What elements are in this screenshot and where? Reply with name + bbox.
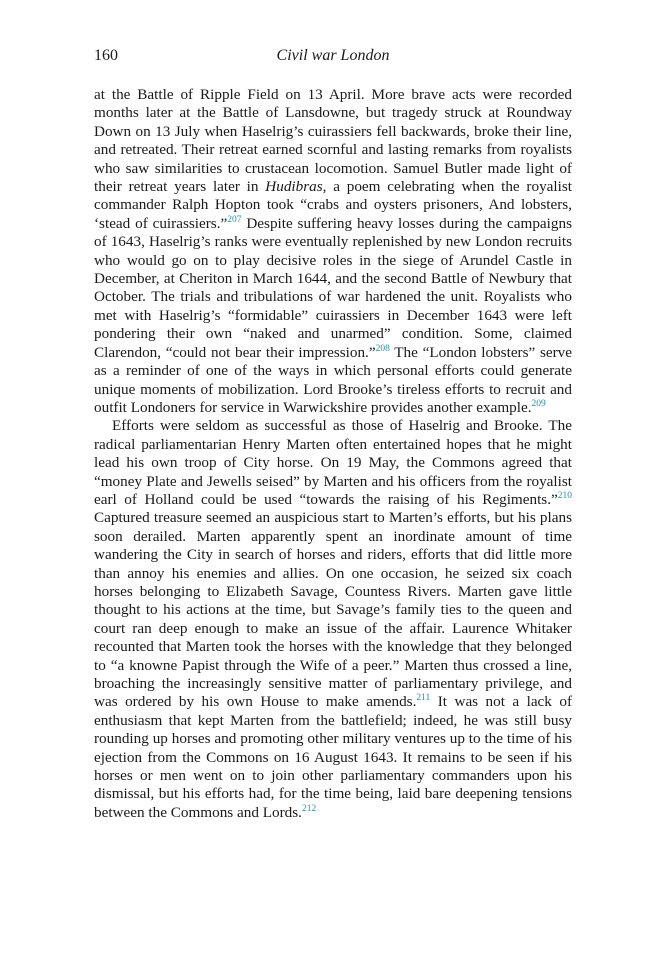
page-header	[94, 47, 572, 71]
paragraph-text: It was not a lack of enthusiasm that kept Marten from the battlefield; indeed, he was still busy rounding up horses and promoting other military ventures up to the time of his ejection from the Commons on 16 August 1643. It remains to be seen if his horses or men went on to join other parliamentary commanders upon his dismissal, but his efforts had, for the time being, laid bare deepening tensions between the Commons and Lords.	[94, 693, 572, 821]
paragraph-text: at the Battle of Ripple Field on 13 April. More brave acts were recorded months later at the Battle of Lansdowne, but tragedy struck at Roundway Down on 13 July when Haselrig’s cuirassiers fell backwards, broke their line, and retreated. Their retreat earned scornful and lasting remarks from royalists who saw similarities to crustacean locomotion. Samuel Butler made light of their retreat years later in	[94, 86, 572, 196]
body-text	[94, 86, 572, 822]
footnote-reference[interactable]: 207	[227, 214, 242, 225]
footnote-reference[interactable]: 211	[416, 693, 431, 704]
paragraph-text: Despite suffering heavy losses during the campaigns of 1643, Haselrig’s ranks were eventually replenished by new London recruits who would go on to play decisive roles in the siege of Arundel Castle in December, at Cheriton in March 1644, and the second Battle of Newbury that October. The trials and tribulations of war hardened the unit. Royalists who met with Haselrig’s “formidable” cuirassiers in December 1643 were left pondering their own “naked and unarmed” condition. Some, claimed Clarendon, “could not bear their impression.”	[94, 214, 572, 361]
paragraph-text: Captured treasure seemed an auspicious start to Marten’s efforts, but his plans soon derailed. Marten apparently spent an inordinate amount of time wandering the City in search of horses and riders, efforts that did little more than annoy his enemies and allies. On one occasion, he seized six coach horses belonging to Elizabeth Savage, Countess Rivers. Marten gave little thought to his actions at the time, but Savage’s family ties to the queen and court ran deep enough to make an issue of the affair. Laurence Whitaker recounted that Marten took the horses with the knowledge that they belonged to “a knowne Papist through the Wife of a peer.” Marten thus crossed a line, broaching the increasingly sensitive matter of parliamentary privilege, and was ordered by his own House to make amends.	[94, 509, 572, 711]
paragraph-text: , a poem celebrating when the royalist commander Ralph Hopton took “crabs and oysters prisoners, And lobsters, ‘stead of cuirassiers.”	[94, 178, 572, 232]
paragraph-text: The “London lobsters” serve as a reminder of one of the ways in which personal efforts could generate unique moments of mobilization. Lord Brooke’s tireless efforts to recruit and outfit Londoners for service in Warwickshire provides another example.	[94, 343, 573, 416]
footnote-reference[interactable]: 212	[301, 803, 317, 814]
page-number: 160	[94, 47, 118, 64]
paragraph	[94, 417, 572, 822]
paragraph-text: Efforts were seldom as successful as those of Haselrig and Brooke. The radical parliamentarian Henry Marten often entertained hopes that he might lead his own troop of City horse. On 19 May, the Commons agreed that “money Plate and Jewells seised” by Marten and his officers from the royalist earl of Holland could be used “towards the raising of his Regiments.”	[94, 417, 572, 508]
footnote-reference[interactable]: 209	[531, 398, 546, 409]
footnote-reference[interactable]: 208	[375, 343, 390, 354]
work-title: Hudibras	[265, 178, 323, 196]
footnote-reference[interactable]: 210	[557, 490, 572, 501]
paragraph	[94, 86, 572, 417]
running-head: Civil war London	[276, 47, 390, 64]
